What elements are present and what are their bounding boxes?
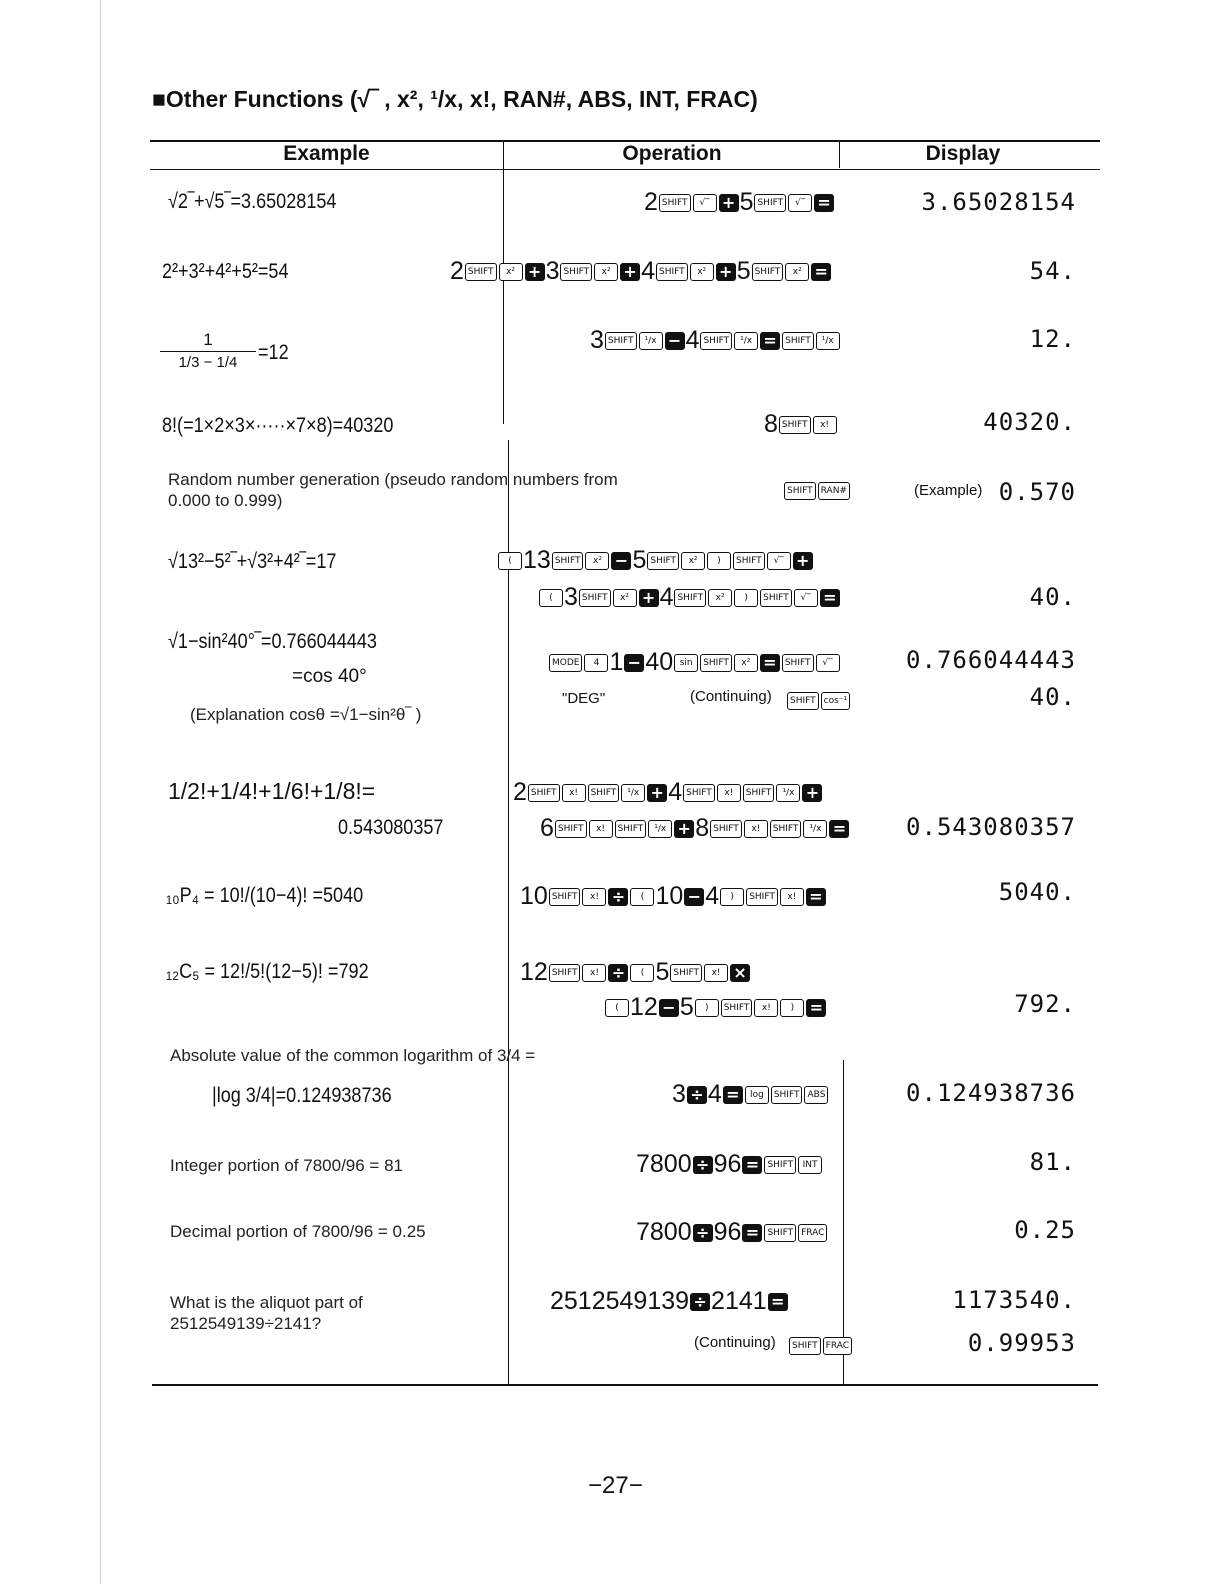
continuing-label-1: (Continuing) xyxy=(690,688,772,705)
reciprocal-key-icon: ¹/x xyxy=(648,820,672,838)
display-aliquot-1: 1173540. xyxy=(952,1286,1076,1314)
abs-key-icon: ABS xyxy=(804,1086,828,1104)
table-header-rule xyxy=(150,169,1100,170)
cos-key-icon: cos⁻¹ xyxy=(821,692,851,710)
reciprocal-key-icon: ¹/x xyxy=(803,820,827,838)
shift-key-icon: SHIFT xyxy=(746,888,778,906)
example-squares-sum: 2²+3²+4²+5²=54 xyxy=(162,260,289,283)
factorial-key-icon: x! xyxy=(582,888,606,906)
open-paren-key-icon: ( xyxy=(630,964,654,982)
equals-key-icon: = xyxy=(723,1086,743,1104)
shift-key-icon: SHIFT xyxy=(784,482,816,500)
shift-key-icon: SHIFT xyxy=(721,999,753,1017)
shift-key-icon: SHIFT xyxy=(782,332,814,350)
display-sqrt-sum: 3.65028154 xyxy=(921,188,1076,216)
display-random: 0.570 xyxy=(998,478,1076,506)
shift-key-icon: SHIFT xyxy=(588,784,620,802)
shift-key-icon: SHIFT xyxy=(579,589,611,607)
example-log-line2: |log 3/4|=0.124938736 xyxy=(212,1084,392,1107)
minus-key-icon: − xyxy=(665,332,685,350)
shift-key-icon: SHIFT xyxy=(764,1224,796,1242)
example-sqrt-sum: √2‾+√5‾=3.65028154 xyxy=(168,190,337,213)
x-squared-key-icon: x² xyxy=(690,263,714,281)
shift-key-icon: SHIFT xyxy=(779,416,811,434)
minus-key-icon: − xyxy=(624,654,644,672)
reciprocal-key-icon: ¹/x xyxy=(816,332,840,350)
factorial-key-icon: x! xyxy=(562,784,586,802)
divide-key-icon: ÷ xyxy=(693,1156,713,1174)
equals-key-icon: = xyxy=(829,820,849,838)
equals-key-icon: = xyxy=(760,654,780,672)
example-sqrt-expressions: √13²−5²‾+√3²+4²‾=17 xyxy=(168,550,337,573)
shift-key-icon: SHIFT xyxy=(743,784,775,802)
plus-key-icon: + xyxy=(639,589,659,607)
display-integer-portion: 81. xyxy=(1029,1148,1076,1176)
sqrt-key-icon: √‾ xyxy=(767,552,791,570)
minus-key-icon: − xyxy=(611,552,631,570)
shift-key-icon: SHIFT xyxy=(560,263,592,281)
header-display: Display xyxy=(925,142,1001,165)
display-factorial-series: 0.543080357 xyxy=(906,813,1076,841)
x-squared-key-icon: x² xyxy=(499,263,523,281)
display-aliquot-2: 0.99953 xyxy=(967,1329,1076,1357)
display-example-label: (Example) xyxy=(914,482,983,499)
equals-key-icon: = xyxy=(811,263,831,281)
open-paren-key-icon: ( xyxy=(498,552,522,570)
display-decimal-portion: 0.25 xyxy=(1014,1216,1076,1244)
page-number: −27− xyxy=(588,1472,643,1499)
plus-key-icon: + xyxy=(719,194,739,212)
reciprocal-key-icon: ¹/x xyxy=(621,784,645,802)
factorial-key-icon: x! xyxy=(813,416,837,434)
example-reciprocal: =12 xyxy=(258,341,289,364)
close-paren-key-icon: ) xyxy=(734,589,758,607)
operation-factorial-series-2: 6 SHIFT x! SHIFT ¹/x + 8 SHIFT x! SHIFT ¹/x = xyxy=(540,814,850,843)
x-squared-key-icon: x² xyxy=(585,552,609,570)
shift-key-icon: SHIFT xyxy=(659,194,691,212)
shift-key-icon: SHIFT xyxy=(787,692,819,710)
example-factorial-series-line2: 0.543080357 xyxy=(338,816,444,839)
fraction-denominator: 1/3 − 1/4 xyxy=(178,354,238,371)
operation-integer-portion: 7800 ÷ 96 = SHIFT INT xyxy=(636,1150,823,1179)
operation-random xyxy=(783,476,851,505)
shift-key-icon: SHIFT xyxy=(683,784,715,802)
display-sqrt-expressions: 40. xyxy=(1029,583,1076,611)
shift-key-icon: SHIFT xyxy=(656,263,688,281)
shift-key-icon: SHIFT xyxy=(615,820,647,838)
column-divider-1b xyxy=(508,440,509,1385)
table-bottom-rule xyxy=(152,1384,1098,1386)
x-squared-key-icon: x² xyxy=(734,654,758,672)
plus-key-icon: + xyxy=(674,820,694,838)
divide-key-icon: ÷ xyxy=(693,1224,713,1242)
equals-key-icon: = xyxy=(742,1156,762,1174)
mode-key-icon: MODE xyxy=(549,654,582,672)
divide-key-icon: ÷ xyxy=(690,1293,710,1311)
example-factorial-series-line1: 1/2!+1/4!+1/6!+1/8!= xyxy=(168,778,376,804)
shift-key-icon: SHIFT xyxy=(733,552,765,570)
header-example: Example xyxy=(283,142,370,165)
log-key-icon: log xyxy=(745,1086,769,1104)
equals-key-icon: = xyxy=(742,1224,762,1242)
x-squared-key-icon: x² xyxy=(785,263,809,281)
equals-key-icon: = xyxy=(806,888,826,906)
operation-aliquot-continued xyxy=(788,1331,853,1360)
example-permutation: ₁₀P₄ = 10!/(10−4)! =5040 xyxy=(166,884,364,907)
close-paren-key-icon: ) xyxy=(707,552,731,570)
equals-key-icon: = xyxy=(806,999,826,1017)
operation-decimal-portion: 7800 ÷ 96 = SHIFT FRAC xyxy=(636,1218,828,1247)
operation-reciprocal: 3 SHIFT ¹/x − 4 SHIFT ¹/x = SHIFT ¹/x xyxy=(590,326,841,355)
page-margin-line xyxy=(100,0,101,1584)
plus-key-icon: + xyxy=(620,263,640,281)
shift-key-icon: SHIFT xyxy=(782,654,814,672)
reciprocal-key-icon: ¹/x xyxy=(639,332,663,350)
divide-key-icon: ÷ xyxy=(687,1086,707,1104)
close-paren-key-icon: ) xyxy=(695,999,719,1017)
reciprocal-key-icon: ¹/x xyxy=(734,332,758,350)
display-factorial: 40320. xyxy=(983,408,1076,436)
int-key-icon: INT xyxy=(798,1156,822,1174)
equals-key-icon: = xyxy=(820,589,840,607)
operation-sin-cos: MODE 4 1 − 40 sin SHIFT x² = SHIFT √‾ xyxy=(548,648,841,677)
operation-factorial: 8 SHIFT x! xyxy=(764,410,838,439)
operation-squares-sum: 2 SHIFT x² + 3 SHIFT x² + 4 SHIFT x² + 5 SHIFT x² = xyxy=(450,257,832,286)
shift-key-icon: SHIFT xyxy=(552,552,584,570)
operation-combination-1: 12 SHIFT x! ÷ ( 5 SHIFT x! × xyxy=(520,958,751,987)
shift-key-icon: SHIFT xyxy=(674,589,706,607)
example-factorial: 8!(=1×2×3×·····×7×8)=40320 xyxy=(162,414,394,437)
plus-key-icon: + xyxy=(525,263,545,281)
factorial-key-icon: x! xyxy=(754,999,778,1017)
equals-key-icon: = xyxy=(760,332,780,350)
ran-key-icon: RAN# xyxy=(818,482,850,500)
factorial-key-icon: x! xyxy=(582,964,606,982)
open-paren-key-icon: ( xyxy=(539,589,563,607)
shift-key-icon: SHIFT xyxy=(528,784,560,802)
shift-key-icon: SHIFT xyxy=(647,552,679,570)
example-aliquot-line2: 2512549139÷2141? xyxy=(170,1314,322,1333)
frac-key-icon: FRAC xyxy=(798,1224,827,1242)
example-aliquot-line1: What is the aliquot part of xyxy=(170,1293,363,1312)
minus-key-icon: − xyxy=(684,888,704,906)
operation-combination-2: ( 12 − 5 ) SHIFT x! ) = xyxy=(604,993,827,1022)
x-squared-key-icon: x² xyxy=(594,263,618,281)
sqrt-key-icon: √‾ xyxy=(794,589,818,607)
example-combination: ₁₂C₅ = 12!/5!(12−5)! =792 xyxy=(166,960,369,983)
shift-key-icon: SHIFT xyxy=(555,820,587,838)
sqrt-key-icon: √‾ xyxy=(788,194,812,212)
header-operation: Operation xyxy=(622,142,722,165)
operation-sqrt-expressions-2: ( 3 SHIFT x² + 4 SHIFT x² ) SHIFT √‾ = xyxy=(538,583,841,612)
factorial-key-icon: x! xyxy=(589,820,613,838)
operation-sqrt-sum: 2 SHIFT √‾ + 5 SHIFT √‾ = xyxy=(644,188,835,217)
display-sin-cos-2: 40. xyxy=(1029,683,1076,711)
sin-key-icon: sin xyxy=(674,654,698,672)
factorial-key-icon: x! xyxy=(717,784,741,802)
continuing-label-2: (Continuing) xyxy=(694,1334,776,1351)
deg-mode-label: "DEG" xyxy=(562,690,606,707)
x-squared-key-icon: x² xyxy=(681,552,705,570)
close-paren-key-icon: ) xyxy=(720,888,744,906)
shift-key-icon: SHIFT xyxy=(549,964,581,982)
example-log-line1: Absolute value of the common logarithm of 3/4 = xyxy=(170,1046,536,1065)
sqrt-key-icon: √‾ xyxy=(816,654,840,672)
open-paren-key-icon: ( xyxy=(605,999,629,1017)
x-squared-key-icon: x² xyxy=(708,589,732,607)
example-sin-cos-explanation: (Explanation cosθ =√1−sin²θ‾ ) xyxy=(190,705,422,724)
plus-key-icon: + xyxy=(802,784,822,802)
shift-key-icon: SHIFT xyxy=(789,1337,821,1355)
shift-key-icon: SHIFT xyxy=(605,332,637,350)
shift-key-icon: SHIFT xyxy=(764,1156,796,1174)
example-sin-cos-line1: √1−sin²40°‾=0.766044443 xyxy=(168,630,377,653)
factorial-key-icon: x! xyxy=(704,964,728,982)
times-key-icon: × xyxy=(730,964,750,982)
equals-key-icon: = xyxy=(814,194,834,212)
shift-key-icon: SHIFT xyxy=(760,589,792,607)
shift-key-icon: SHIFT xyxy=(771,1086,803,1104)
display-permutation: 5040. xyxy=(998,878,1076,906)
operation-sin-cos-continued xyxy=(786,686,851,715)
plus-key-icon: + xyxy=(793,552,813,570)
shift-key-icon: SHIFT xyxy=(549,888,581,906)
example-decimal-portion: Decimal portion of 7800/96 = 0.25 xyxy=(170,1222,426,1241)
shift-key-icon: SHIFT xyxy=(670,964,702,982)
display-log: 0.124938736 xyxy=(906,1079,1076,1107)
example-random-line1: Random number generation (pseudo random numbers from xyxy=(168,470,618,489)
shift-key-icon: SHIFT xyxy=(700,332,732,350)
example-sin-cos-line2: =cos 40° xyxy=(292,666,367,687)
close-paren-key-icon: ) xyxy=(780,999,804,1017)
minus-key-icon: − xyxy=(659,999,679,1017)
factorial-key-icon: x! xyxy=(744,820,768,838)
section-title: ■Other Functions (√‾ , x², ¹/x, x!, RAN#, ABS, INT, FRAC) xyxy=(152,86,758,112)
display-squares-sum: 54. xyxy=(1029,257,1076,285)
four-key-icon: 4 xyxy=(584,654,608,672)
operation-factorial-series-1: 2 SHIFT x! SHIFT ¹/x + 4 SHIFT x! SHIFT ¹/x + xyxy=(513,778,823,807)
shift-key-icon: SHIFT xyxy=(770,820,802,838)
frac-key-icon: FRAC xyxy=(823,1337,852,1355)
shift-key-icon: SHIFT xyxy=(710,820,742,838)
example-random-line2: 0.000 to 0.999) xyxy=(168,491,283,510)
operation-permutation: 10 SHIFT x! ÷ ( 10 − 4 ) SHIFT x! = xyxy=(520,882,827,911)
shift-key-icon: SHIFT xyxy=(465,263,497,281)
display-reciprocal: 12. xyxy=(1029,325,1076,353)
fraction-bar xyxy=(160,351,256,352)
reciprocal-key-icon: ¹/x xyxy=(776,784,800,802)
operation-log: 3 ÷ 4 = log SHIFT ABS xyxy=(672,1080,829,1109)
sqrt-key-icon: √‾ xyxy=(693,194,717,212)
operation-aliquot: 2512549139 ÷ 2141 = xyxy=(550,1287,789,1316)
shift-key-icon: SHIFT xyxy=(752,263,784,281)
shift-key-icon: SHIFT xyxy=(700,654,732,672)
display-combination: 792. xyxy=(1014,990,1076,1018)
display-sin-cos-1: 0.766044443 xyxy=(906,646,1076,674)
plus-key-icon: + xyxy=(716,263,736,281)
operation-sqrt-expressions-1: ( 13 SHIFT x² − 5 SHIFT x² ) SHIFT √‾ + xyxy=(497,546,814,575)
plus-key-icon: + xyxy=(647,784,667,802)
example-integer-portion: Integer portion of 7800/96 = 81 xyxy=(170,1156,403,1175)
shift-key-icon: SHIFT xyxy=(754,194,786,212)
open-paren-key-icon: ( xyxy=(630,888,654,906)
divide-key-icon: ÷ xyxy=(608,964,628,982)
fraction-numerator: 1 xyxy=(203,330,213,349)
equals-key-icon: = xyxy=(768,1293,788,1311)
x-squared-key-icon: x² xyxy=(613,589,637,607)
factorial-key-icon: x! xyxy=(780,888,804,906)
divide-key-icon: ÷ xyxy=(608,888,628,906)
